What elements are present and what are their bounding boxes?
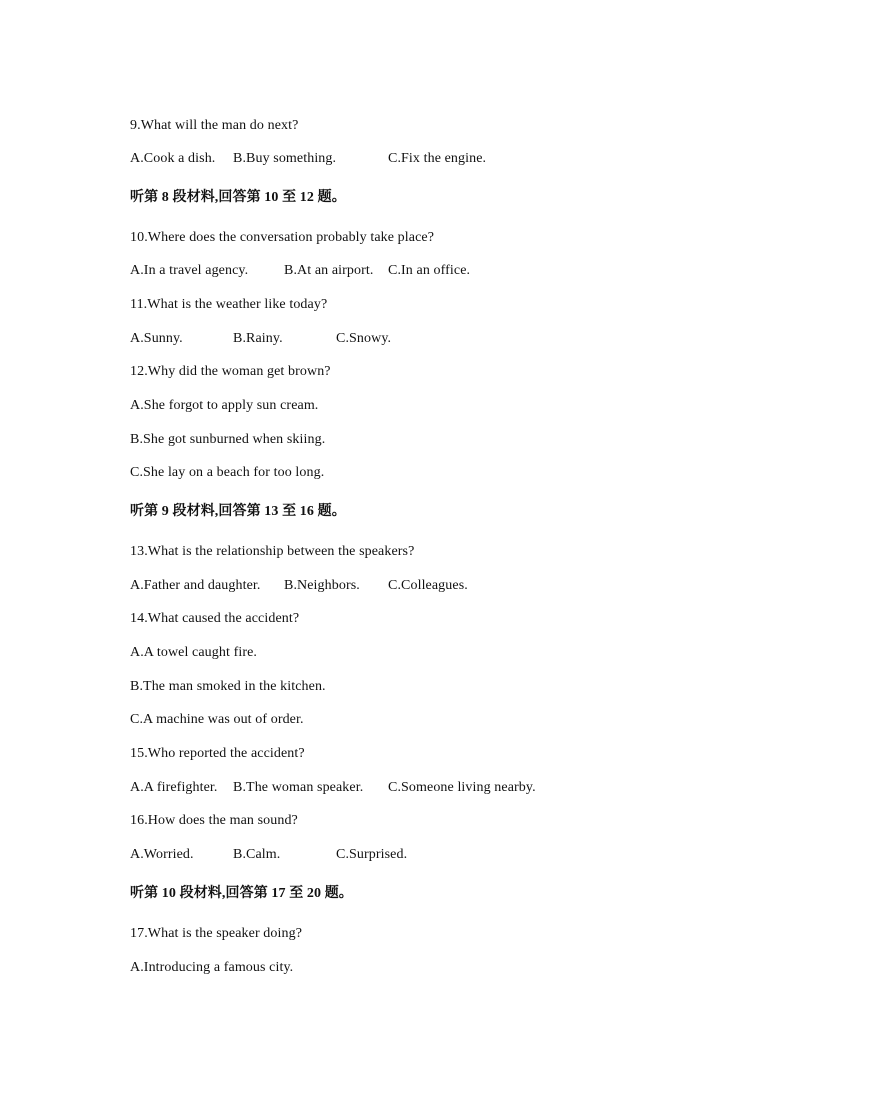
question-16: 16.How does the man sound? [130,813,298,828]
option-a: A.A towel caught fire. [130,645,257,660]
option-a: A.Sunny. [130,331,183,346]
option-c: C.She lay on a beach for too long. [130,465,325,480]
options-row-16 [130,846,550,864]
option-b: B.The woman speaker. [233,780,364,795]
section-heading-8: 听第 8 段材料,回答第 10 至 12 题。 [130,190,346,205]
option-a: A.Father and daughter. [130,578,261,593]
option-c: C.Snowy. [336,331,392,346]
question-17: 17.What is the speaker doing? [130,926,303,941]
question-15: 15.Who reported the accident? [130,746,305,761]
section-heading-9: 听第 9 段材料,回答第 13 至 16 题。 [130,504,346,519]
question-13: 13.What is the relationship between the speakers? [130,544,415,559]
options-row-11 [130,330,550,348]
option-b: B.She got sunburned when skiing. [130,432,326,447]
question-14: 14.What caused the accident? [130,611,300,626]
option-a: A.Introducing a famous city. [130,960,294,975]
option-c: C.Colleagues. [388,578,468,593]
section-heading-10: 听第 10 段材料,回答第 17 至 20 题。 [130,886,353,901]
option-c: C.Someone living nearby. [388,780,536,795]
question-11: 11.What is the weather like today? [130,297,328,312]
option-c: C.A machine was out of order. [130,712,304,727]
option-b: B.Neighbors. [284,578,360,593]
option-b: B.At an airport. [284,263,374,278]
option-a: A.In a travel agency. [130,263,249,278]
question-10: 10.Where does the conversation probably take place? [130,230,435,245]
option-b: B.Calm. [233,847,281,862]
option-b: B.Buy something. [233,151,337,166]
options-row-9 [130,150,550,168]
option-a: A.She forgot to apply sun cream. [130,398,319,413]
option-a: A.Worried. [130,847,194,862]
option-b: B.The man smoked in the kitchen. [130,679,326,694]
options-row-15 [130,779,570,797]
question-12: 12.Why did the woman get brown? [130,364,331,379]
option-c: C.In an office. [388,263,471,278]
option-c: C.Surprised. [336,847,408,862]
option-c: C.Fix the engine. [388,151,487,166]
option-b: B.Rainy. [233,331,283,346]
option-a: A.Cook a dish. [130,151,216,166]
options-row-10 [130,262,550,280]
options-row-13 [130,577,550,595]
option-a: A.A firefighter. [130,780,218,795]
question-9: 9.What will the man do next? [130,118,299,133]
